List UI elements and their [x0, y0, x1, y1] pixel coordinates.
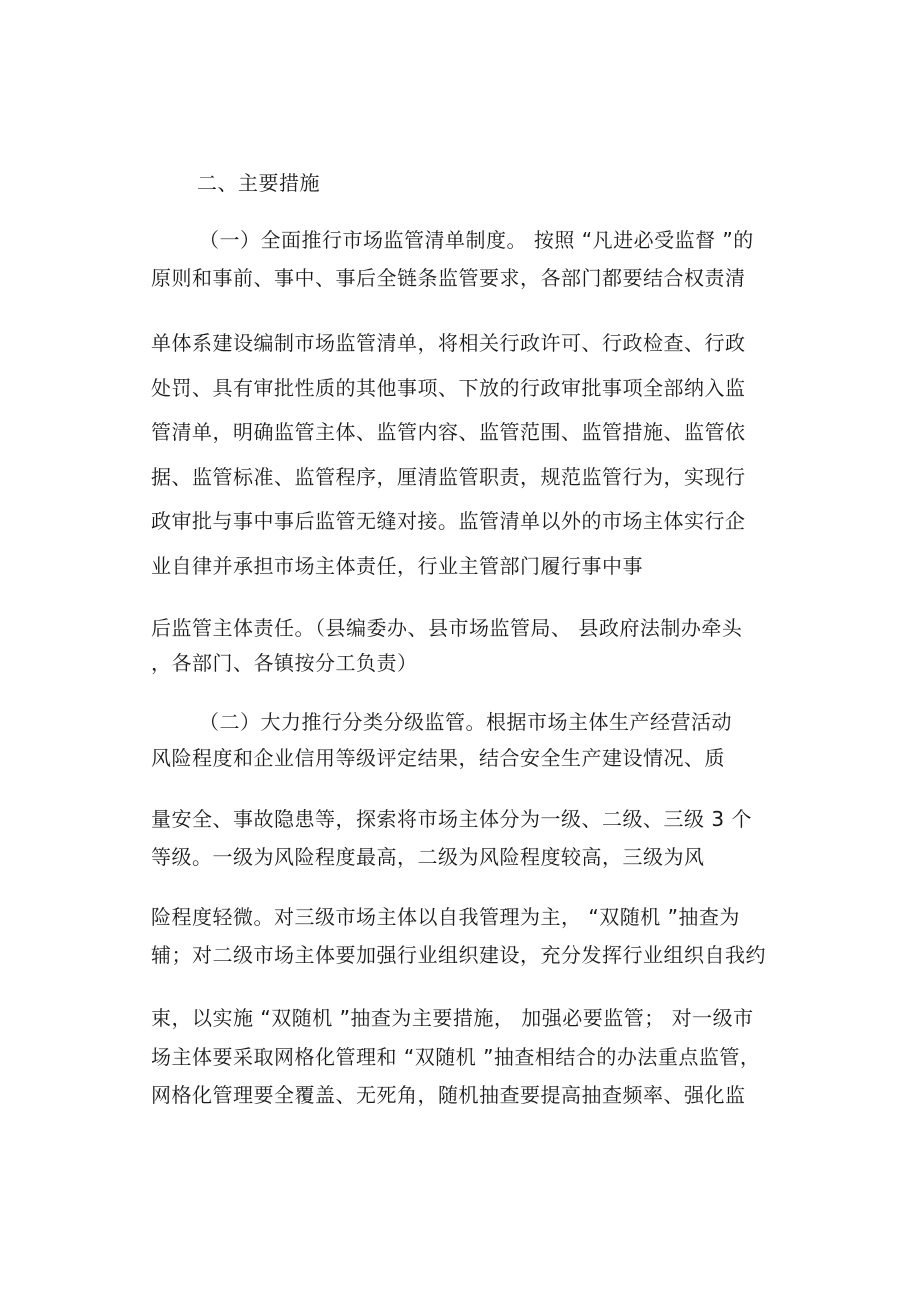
- paragraph-1-line-6: 据、监管标准、监管程序，厘清监管职责，规范监管行为，实现行: [151, 465, 746, 489]
- paragraph-2-line-9: 网格化管理要全覆盖、无死角，随机抽查要提高抽查频率、强化监: [151, 1083, 746, 1107]
- paragraph-2-line-3: 量安全、事故隐患等，探索将市场主体分为一级、二级、三级 3 个: [151, 807, 752, 831]
- paragraph-2-line-4: 等级。一级为风险程度最高，二级为风险程度较高，三级为风: [151, 845, 705, 869]
- paragraph-2-line-7: 束，以实施 “双随机 ”抽查为主要措施， 加强必要监管； 对一级市: [151, 1006, 754, 1030]
- paragraph-1-line-5: 管清单，明确监管主体、监管内容、监管范围、监管措施、监管依: [151, 420, 746, 444]
- paragraph-1-line-9: 后监管主体责任。（县编委办、县市场监管局、 县政府法制办牵头: [151, 616, 743, 640]
- paragraph-2-line-5: 险程度轻微。对三级市场主体以自我管理为主， “双随机 ”抽查为: [151, 905, 740, 929]
- paragraph-1-line-8: 业自律并承担市场主体责任，行业主管部门履行事中事: [151, 554, 643, 578]
- paragraph-2-line-1: （二）大力推行分类分级监管。根据市场主体生产经营活动: [199, 710, 732, 734]
- paragraph-1-line-3: 单体系建设编制市场监管清单，将相关行政许可、行政检查、行政: [151, 331, 746, 355]
- paragraph-2-line-6: 辅；对二级市场主体要加强行业组织建设，充分发挥行业组织自我约: [151, 943, 766, 967]
- paragraph-1-line-1: （一）全面推行市场监管清单制度。 按照 “凡进必受监督 ”的: [199, 228, 754, 252]
- paragraph-1-line-4: 处罚、具有审批性质的其他事项、下放的行政审批事项全部纳入监: [151, 376, 746, 400]
- paragraph-2-line-2: 风险程度和企业信用等级评定结果，结合安全生产建设情况、质: [151, 746, 725, 770]
- paragraph-1-line-7: 政审批与事中事后监管无缝对接。监管清单以外的市场主体实行企: [151, 509, 746, 533]
- paragraph-1-line-10: ，各部门、各镇按分工负责）: [151, 651, 418, 675]
- section-heading: 二、主要措施: [197, 171, 320, 195]
- paragraph-1-line-2: 原则和事前、事中、事后全链条监管要求，各部门都要结合权责清: [151, 266, 746, 290]
- paragraph-2-line-8: 场主体要采取网格化管理和 “双随机 ”抽查相结合的办法重点监管，: [151, 1045, 761, 1069]
